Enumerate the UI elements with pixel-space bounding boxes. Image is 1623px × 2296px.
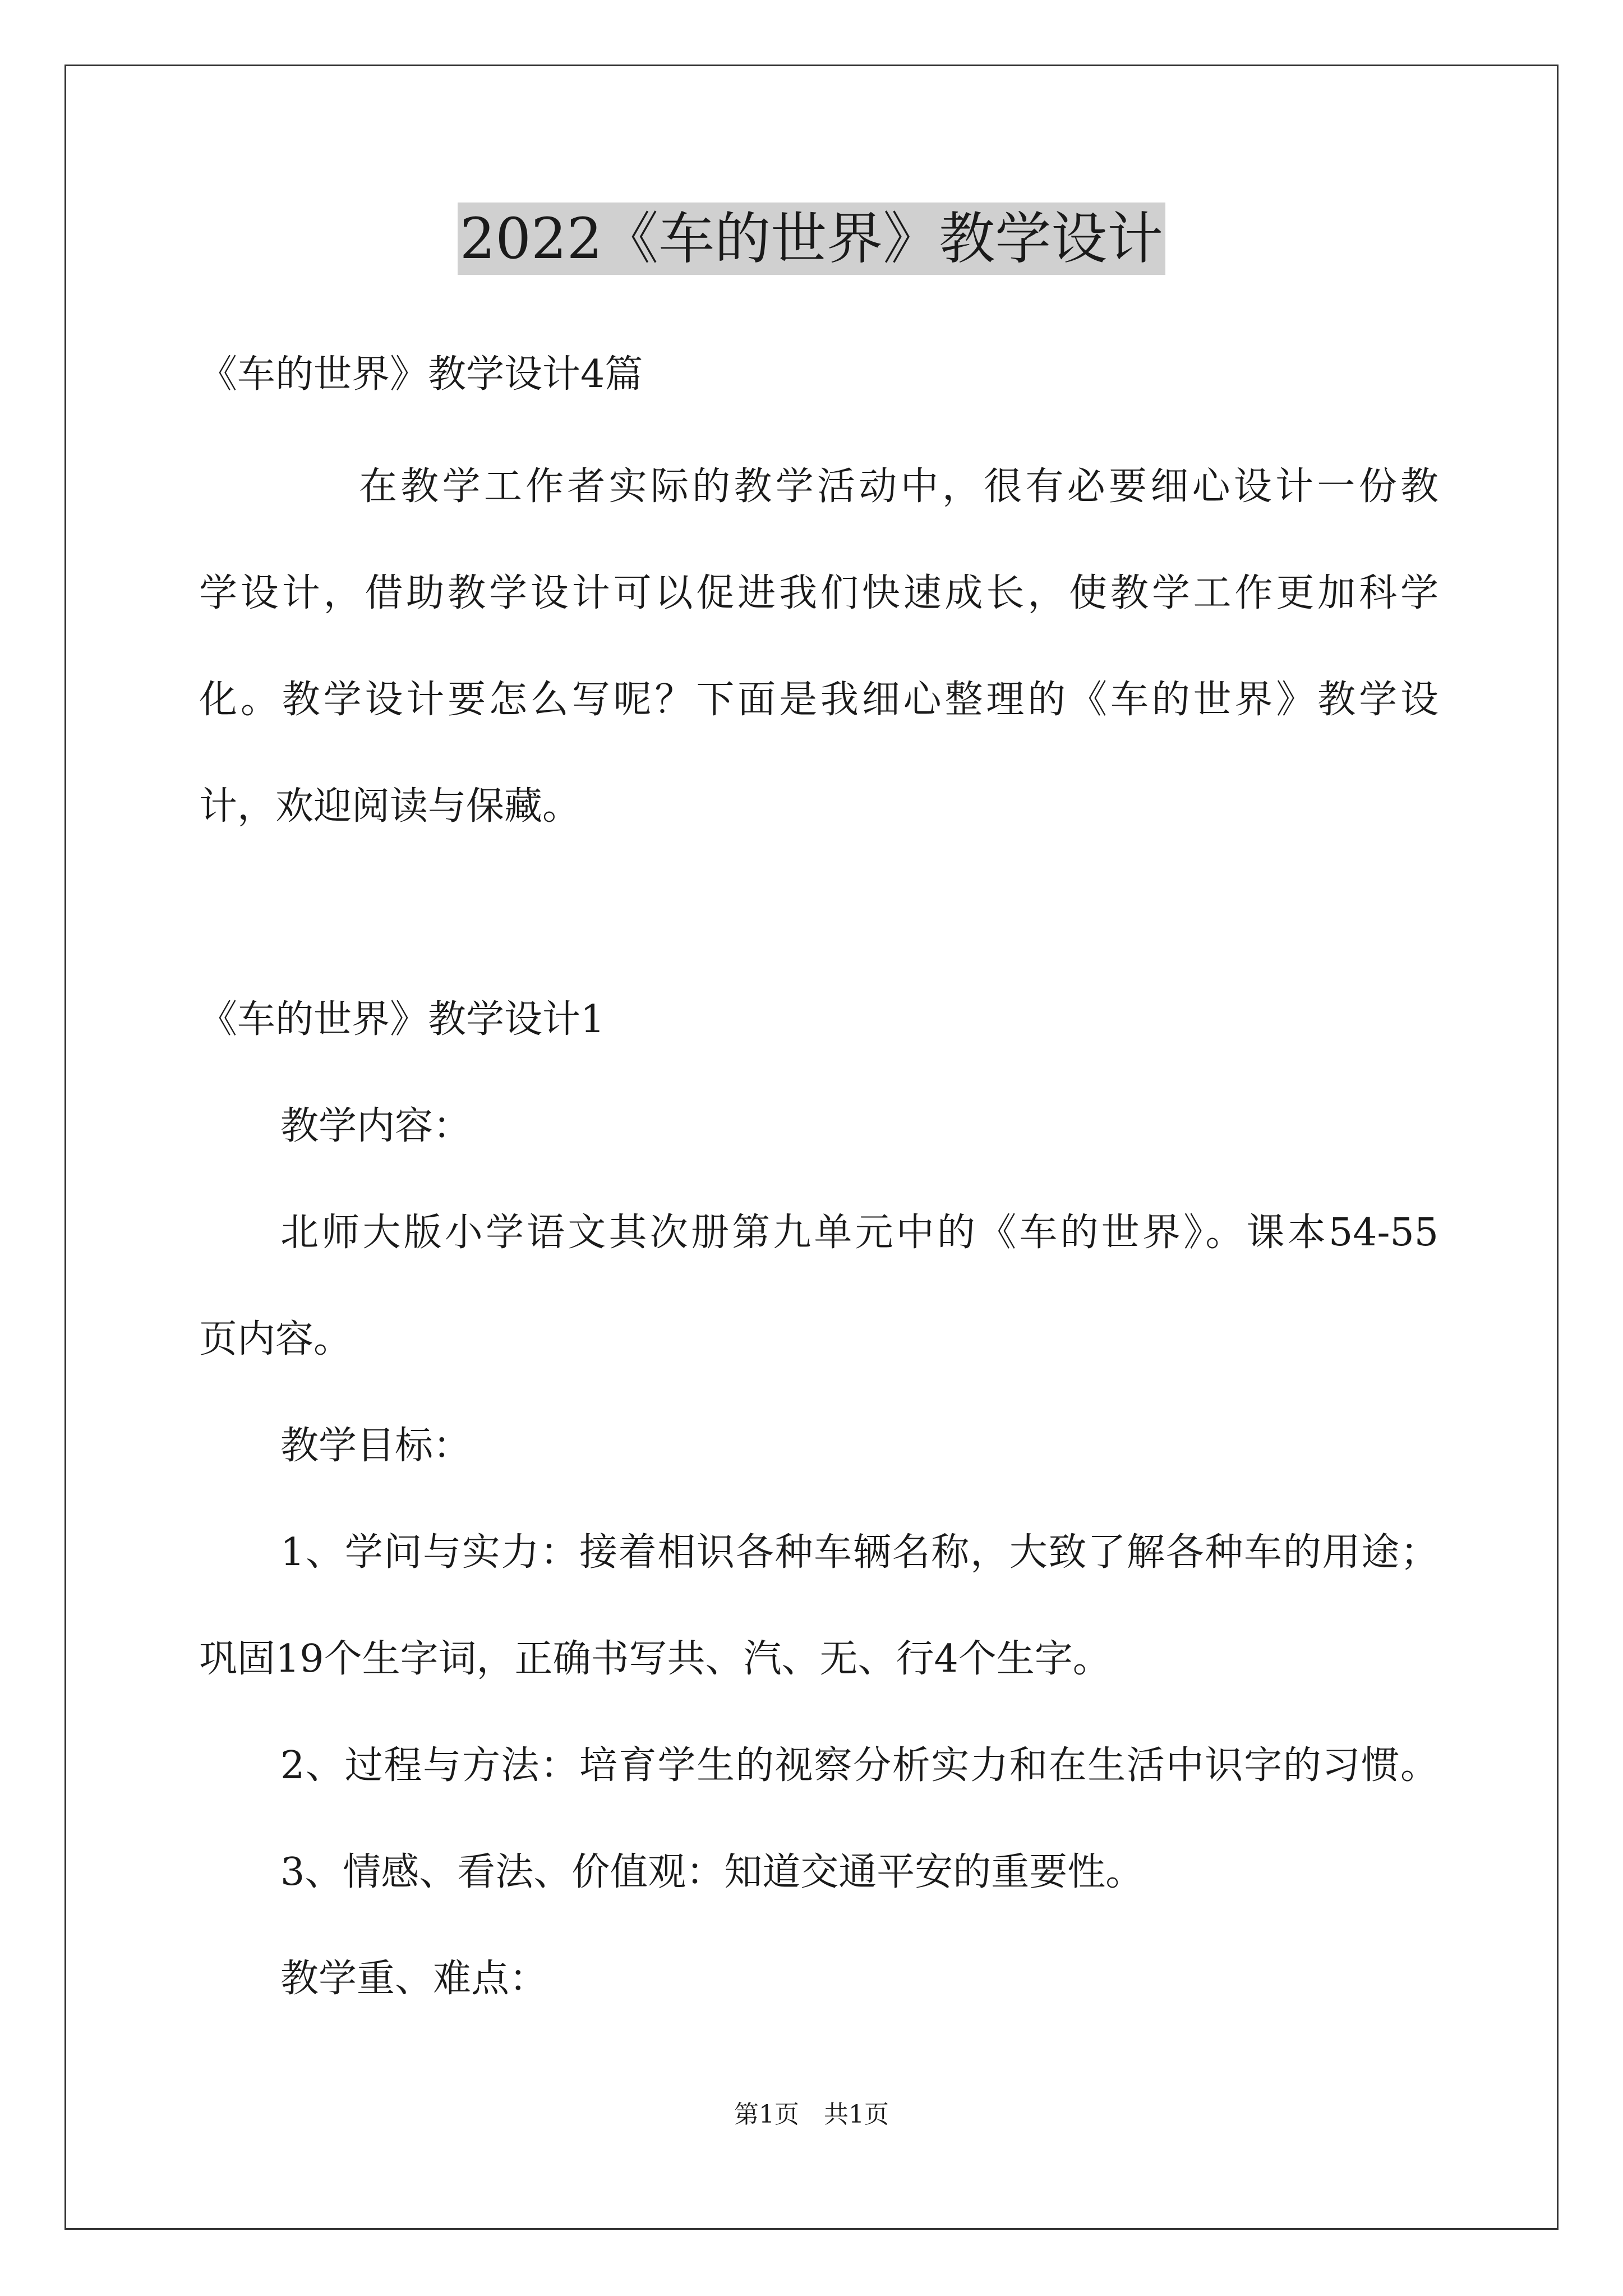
content-line-1: 北师大版小学语文其次册第九单元中的《车的世界》。课本54-55 — [280, 1211, 1438, 1255]
section-heading: 《车的世界》教学设计1 — [199, 997, 605, 1042]
goals-label: 教学目标： — [280, 1424, 472, 1468]
title-highlight: 2022《车的世界》教学设计 — [458, 203, 1166, 275]
goal1-line-2: 巩固19个生字词，正确书写共、汽、无、行4个生字。 — [199, 1637, 1111, 1681]
subtitle: 《车的世界》教学设计4篇 — [199, 352, 643, 397]
intro-line-3: 化。教学设计要怎么写呢？下面是我细心整理的《车的世界》教学设 — [199, 678, 1438, 722]
intro-line-1: 在教学工作者实际的教学活动中，很有必要细心设计一份教 — [359, 464, 1438, 509]
content-label: 教学内容： — [280, 1104, 472, 1148]
goal2-line: 2、过程与方法：培育学生的视察分析实力和在生活中识字的习惯。 — [280, 1743, 1438, 1788]
intro-line-2: 学设计，借助教学设计可以促进我们快速成长，使教学工作更加科学 — [199, 571, 1438, 615]
intro-line-4: 计，欢迎阅读与保藏。 — [199, 784, 581, 829]
content-line-2: 页内容。 — [199, 1317, 352, 1361]
goal1-line-1: 1、学问与实力：接着相识各种车辆名称，大致了解各种车的用途； — [280, 1530, 1438, 1575]
document-title — [0, 200, 1623, 278]
goal3-line: 3、情感、看法、价值观：知道交通平安的重要性。 — [280, 1850, 1144, 1894]
page-footer: 第1页 共1页 — [734, 2100, 889, 2129]
difficulty-label: 教学重、难点： — [280, 1957, 548, 2001]
